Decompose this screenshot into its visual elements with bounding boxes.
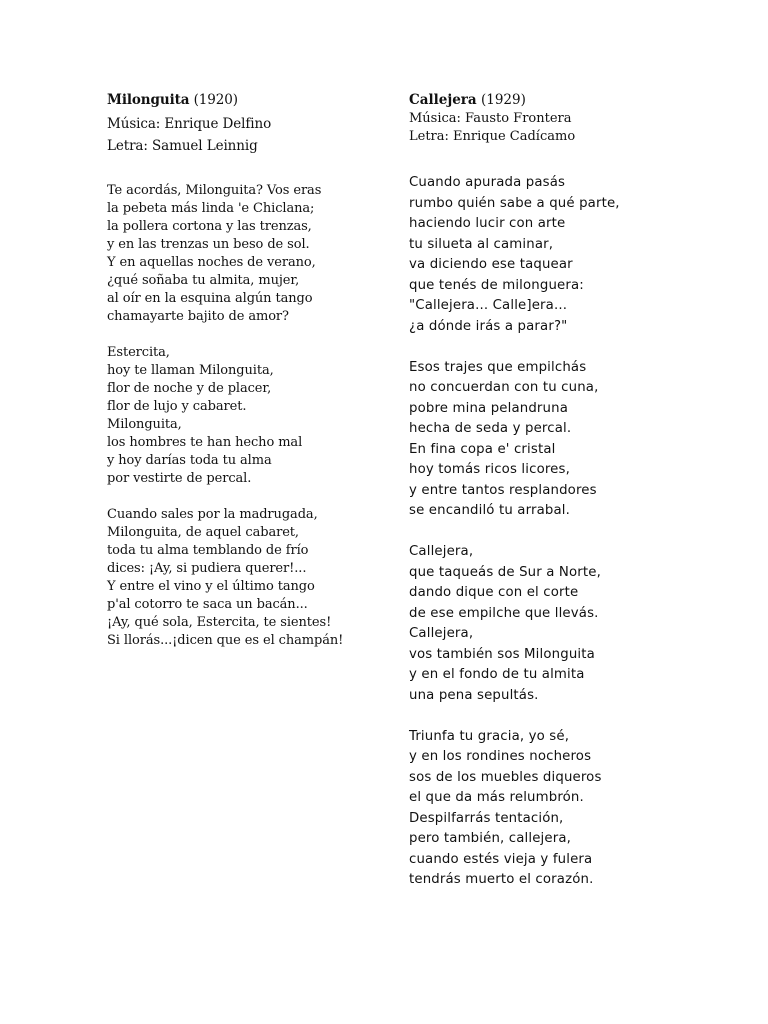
song-title: Callejera bbox=[409, 92, 477, 108]
song-title: Milonguita bbox=[107, 92, 190, 108]
lyric-line: Si llorás...¡dicen que es el champán! bbox=[107, 633, 344, 648]
lyric-line: hecha de seda y percal. bbox=[409, 421, 572, 436]
right-song bbox=[409, 91, 739, 911]
stanza bbox=[409, 173, 739, 337]
stanza bbox=[409, 542, 739, 706]
lyrics-body bbox=[107, 182, 367, 650]
lyric-line: una pena sepultás. bbox=[409, 687, 539, 703]
lyric-line: y hoy darías toda tu alma bbox=[107, 453, 272, 468]
song-title-line bbox=[409, 91, 739, 110]
lyric-line: cuando estés vieja y fulera bbox=[409, 851, 593, 867]
stanza bbox=[409, 727, 739, 891]
lyric-line: y en las trenzas un beso de sol. bbox=[107, 237, 310, 252]
lyric-line: de ese empilche que llevás. bbox=[409, 605, 599, 621]
lyric-line: hoy te llaman Milonguita, bbox=[107, 363, 274, 378]
lyric-line: rumbo quién sabe a qué parte, bbox=[409, 195, 620, 211]
lyric-line: por vestirte de percal. bbox=[107, 471, 252, 486]
lyric-line: la pebeta más linda 'e Chiclana; bbox=[107, 201, 315, 216]
song-year: (1920) bbox=[193, 92, 238, 108]
stanza bbox=[107, 506, 367, 650]
lyric-line: p'al cotorro te saca un bacán... bbox=[107, 597, 308, 612]
lyric-line: va diciendo ese taquear bbox=[409, 257, 573, 272]
stanza bbox=[107, 344, 367, 488]
left-song bbox=[107, 91, 367, 668]
lyrics-body bbox=[409, 173, 739, 891]
lyric-line: toda tu alma temblando de frío bbox=[107, 543, 309, 558]
lyric-line: ¿a dónde irás a parar?" bbox=[409, 318, 568, 334]
lyric-line: hoy tomás ricos licores, bbox=[409, 462, 570, 477]
lyric-line: Callejera, bbox=[409, 544, 474, 559]
lyric-line: Y en aquellas noches de verano, bbox=[107, 255, 316, 270]
song-year: (1929) bbox=[480, 92, 526, 108]
lyric-line: y entre tantos resplandores bbox=[409, 482, 597, 498]
lyrics-credit: Letra: Enrique Cadícamo bbox=[409, 129, 576, 144]
lyric-line: Milonguita, de aquel cabaret, bbox=[107, 525, 299, 540]
music-credit: Música: Fausto Frontera bbox=[409, 111, 572, 126]
lyric-line: no concuerdan con tu cuna, bbox=[409, 380, 599, 395]
lyric-line: la pollera cortona y las trenzas, bbox=[107, 219, 312, 234]
lyric-line: Triunfa tu gracia, yo sé, bbox=[409, 728, 570, 744]
lyric-line: vos también sos Milonguita bbox=[409, 646, 595, 662]
lyric-line: pero también, callejera, bbox=[409, 831, 572, 846]
lyric-line: Esos trajes que empilchás bbox=[409, 359, 587, 375]
lyric-line: Y entre el vino y el último tango bbox=[107, 579, 315, 594]
lyric-line: pobre mina pelandruna bbox=[409, 400, 568, 416]
lyric-line: Estercita, bbox=[107, 345, 170, 360]
lyric-line: ¿qué soñaba tu almita, mujer, bbox=[107, 273, 300, 288]
stanza bbox=[409, 358, 739, 522]
lyric-line: se encandiló tu arrabal. bbox=[409, 503, 570, 518]
lyric-line: al oír en la esquina algún tango bbox=[107, 291, 313, 306]
lyric-line: que taqueás de Sur a Norte, bbox=[409, 564, 601, 580]
song-title-line bbox=[107, 91, 367, 110]
lyric-line: ¡Ay, qué sola, Estercita, te sientes! bbox=[107, 615, 332, 630]
lyric-line: En fina copa e' cristal bbox=[409, 441, 556, 457]
song-credits bbox=[409, 110, 739, 146]
lyric-line: Cuando apurada pasás bbox=[409, 175, 566, 190]
lyric-line: dando dique con el corte bbox=[409, 585, 579, 600]
lyric-line: Milonguita, bbox=[107, 417, 182, 432]
lyric-line: Te acordás, Milonguita? Vos eras bbox=[107, 183, 322, 198]
music-credit: Música: Enrique Delfino bbox=[107, 116, 272, 132]
lyric-line: tu silueta al caminar, bbox=[409, 236, 554, 252]
stanza bbox=[107, 182, 367, 326]
lyric-line: y en el fondo de tu almita bbox=[409, 667, 585, 682]
lyric-line: Despilfarrás tentación, bbox=[409, 810, 564, 826]
lyric-line: "Callejera... Calle]era... bbox=[409, 298, 568, 313]
lyric-line: Callejera, bbox=[409, 626, 474, 641]
lyric-line: haciendo lucir con arte bbox=[409, 216, 566, 231]
lyrics-credit: Letra: Samuel Leinnig bbox=[107, 138, 258, 154]
song-credits bbox=[107, 113, 367, 157]
lyric-line: flor de noche y de placer, bbox=[107, 381, 272, 396]
lyric-line: chamayarte bajito de amor? bbox=[107, 309, 289, 324]
lyric-line: el que da más relumbrón. bbox=[409, 790, 584, 805]
lyric-line: y en los rondines nocheros bbox=[409, 749, 592, 764]
lyric-line: los hombres te han hecho mal bbox=[107, 435, 303, 450]
lyric-line: dices: ¡Ay, si pudiera querer!... bbox=[107, 561, 307, 576]
lyric-line: que tenés de milonguera: bbox=[409, 277, 584, 293]
lyric-line: Cuando sales por la madrugada, bbox=[107, 507, 318, 522]
lyric-line: tendrás muerto el corazón. bbox=[409, 872, 594, 887]
lyric-line: flor de lujo y cabaret. bbox=[107, 399, 247, 414]
lyric-line: sos de los muebles diqueros bbox=[409, 769, 602, 785]
